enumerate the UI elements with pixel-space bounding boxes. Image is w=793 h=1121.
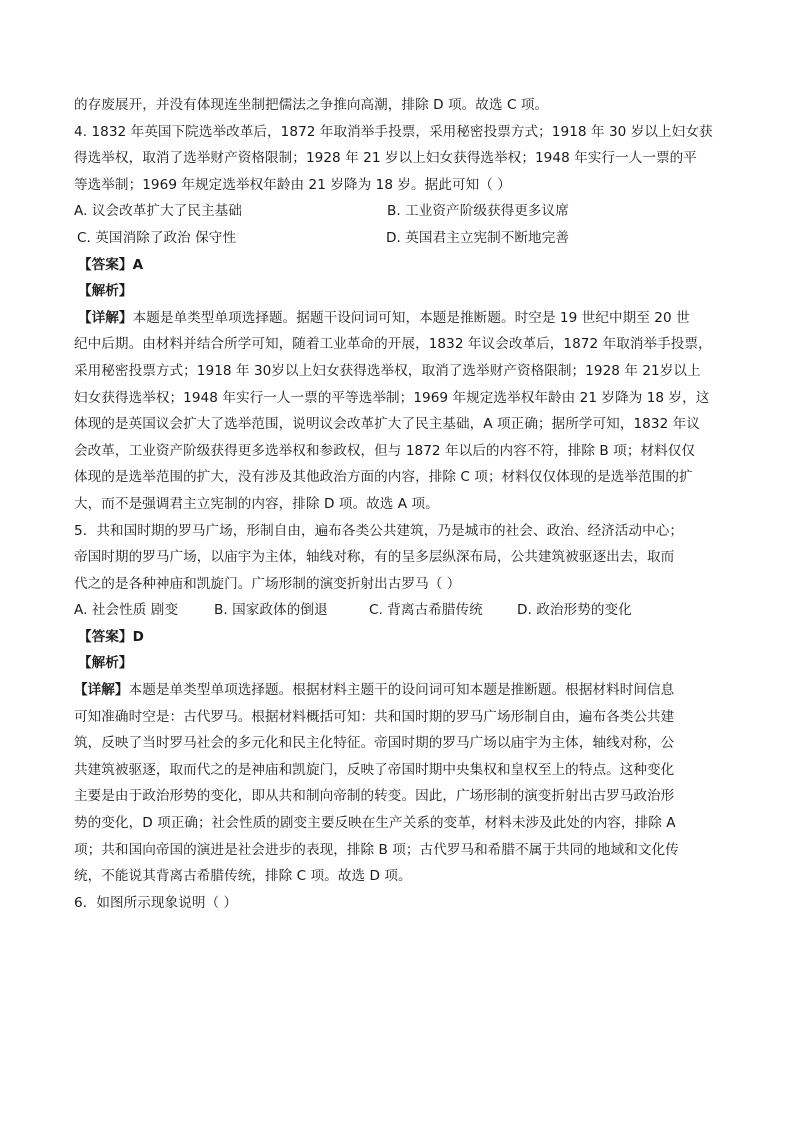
q5-stem-line: 代之的是各种神庙和凯旋门。广场形制的演变折射出古罗马（ ） xyxy=(74,575,461,592)
q4-option-c[interactable]: C. 英国消除了政治 保守性 xyxy=(77,229,237,246)
q4-option-d[interactable]: D. 英国君主立宪制不断地完善 xyxy=(386,229,569,246)
q4-option-b[interactable]: B. 工业资产阶级获得更多议席 xyxy=(387,203,569,220)
q5-detail-line: 项；共和国向帝国的演进是社会进步的表现，排除 B 项；古代罗马和希腊不属于共同的地域和文化传 xyxy=(74,841,679,858)
q4-detail-line: 会改革，工业资产阶级获得更多选举权和参政权，但与 1872 年以后的内容不符，排除 B 项；材料仅仅 xyxy=(74,442,696,459)
detail-text: 本题是单类型单项选择题。根据材料主题干的设问词可知本题是推断题。根据材料时间信息 xyxy=(128,682,675,699)
q5-detail-line: 主要是由于政治形势的变化，即从共和制向帝制的转变。因此，广场形制的演变折射出古罗马政治形 xyxy=(74,788,675,805)
detail-text: 本题是单类型单项选择题。据题干设问词可知，本题是推断题。时空是 19 世纪中期至 20 世 xyxy=(132,309,690,326)
analysis-label: 【解析】 xyxy=(78,283,133,300)
q3-analysis-tail: 的存废展开，并没有体现连坐制把儒法之争推向高潮，排除 D 项。故选 C 项。 xyxy=(74,97,549,113)
analysis-label: 【解析】 xyxy=(78,655,133,672)
document-page xyxy=(74,92,722,916)
q5-stem-line: 5．共和国时期的罗马广场，形制自由，遍布各类公共建筑，乃是城市的社会、政治、经济活动中心； xyxy=(74,522,684,539)
q4-stem-line: 等选举制；1969 年规定选举权年龄由 21 岁降为 18 岁。据此可知（ ） xyxy=(74,176,511,193)
q5-detail-line: 可知准确时空是：古代罗马。根据材料概括可知：共和国时期的罗马广场形制自由，遍布各类公共建 xyxy=(74,708,675,725)
q5-detail-line: 势的变化，D 项正确；社会性质的剧变主要反映在生产关系的变革，材料未涉及此处的内容，排除 A xyxy=(74,815,676,832)
q5-analysis-label xyxy=(74,650,722,677)
q5-detail-line xyxy=(74,677,722,704)
answer-value: D xyxy=(132,628,144,645)
question-4 xyxy=(74,119,722,518)
q4-detail-line: 纪中后期。由材料并结合所学可知，随着工业革命的开展，1832 年议会改革后，1872 年取消举手投票， xyxy=(74,336,712,353)
q4-detail-line xyxy=(74,305,722,332)
q5-option-d[interactable]: D. 政治形势的变化 xyxy=(517,602,632,619)
q4-detail-line: 采用秘密投票方式；1918 年 30岁以上妇女获得选举权，取消了选举财产资格限制；1928 年 21岁以上 xyxy=(74,362,701,379)
answer-label: 【答案】 xyxy=(78,628,133,645)
q4-analysis-label xyxy=(74,278,722,305)
q5-options-row xyxy=(74,597,722,624)
detail-label: 【详解】 xyxy=(74,682,129,699)
q5-option-b[interactable]: B. 国家政体的倒退 xyxy=(214,602,328,619)
answer-value: A xyxy=(132,256,144,273)
question-5 xyxy=(74,518,722,890)
q4-answer xyxy=(74,252,722,279)
q4-stem-line: 4. 1832 年英国下院选举改革后，1872 年取消举手投票，采用秘密投票方式；1918 年 30 岁以上妇女获 xyxy=(74,123,713,140)
q4-detail-line: 大，而不是强调君主立宪制的内容，排除 D 项。故选 A 项。 xyxy=(74,495,439,512)
q5-detail-line: 共建筑被驱逐，取而代之的是神庙和凯旋门，反映了帝国时期中央集权和皇权至上的特点。这种变化 xyxy=(74,761,675,778)
q5-answer xyxy=(74,624,722,651)
q5-option-c[interactable]: C. 背离古希腊传统 xyxy=(369,602,483,619)
q4-detail-line: 体现的是选举范围的扩大，没有涉及其他政治方面的内容，排除 C 项；材料仅仅体现的是选举范围的扩 xyxy=(74,469,693,486)
q4-detail-line: 妇女获得选举权；1948 年实行一人一票的平等选举制；1969 年规定选举权年龄由 21 岁降为 18 岁，这 xyxy=(74,389,710,406)
question-6 xyxy=(74,890,722,917)
q5-option-a[interactable]: A. 社会性质 剧变 xyxy=(74,602,179,619)
q4-stem-line: 得选举权，取消了选举财产资格限制；1928 年 21 岁以上妇女获得选举权；1948 年实行一人一票的平 xyxy=(74,150,697,167)
q4-option-a[interactable]: A. 议会改革扩大了民主基础 xyxy=(74,203,242,220)
q5-detail-line: 筑，反映了当时罗马社会的多元化和民主化特征。帝国时期的罗马广场以庙宇为主体，轴线对称，公 xyxy=(74,735,675,752)
q5-detail-line: 统，不能说其背离古希腊传统，排除 C 项。故选 D 项。 xyxy=(74,868,412,885)
q4-detail-line: 体现的是英国议会扩大了选举范围，说明议会改革扩大了民主基础，A 项正确；据所学可知，1832 年议 xyxy=(74,416,700,433)
q4-options-row-1 xyxy=(74,198,722,225)
detail-label: 【详解】 xyxy=(78,309,133,326)
answer-label: 【答案】 xyxy=(78,256,133,273)
q5-stem-line: 帝国时期的罗马广场，以庙宇为主体，轴线对称，有的呈多层纵深布局，公共建筑被驱逐出去，取而 xyxy=(74,549,675,566)
q6-stem: 6．如图所示现象说明（ ） xyxy=(74,894,238,911)
q4-options-row-2 xyxy=(74,225,722,252)
